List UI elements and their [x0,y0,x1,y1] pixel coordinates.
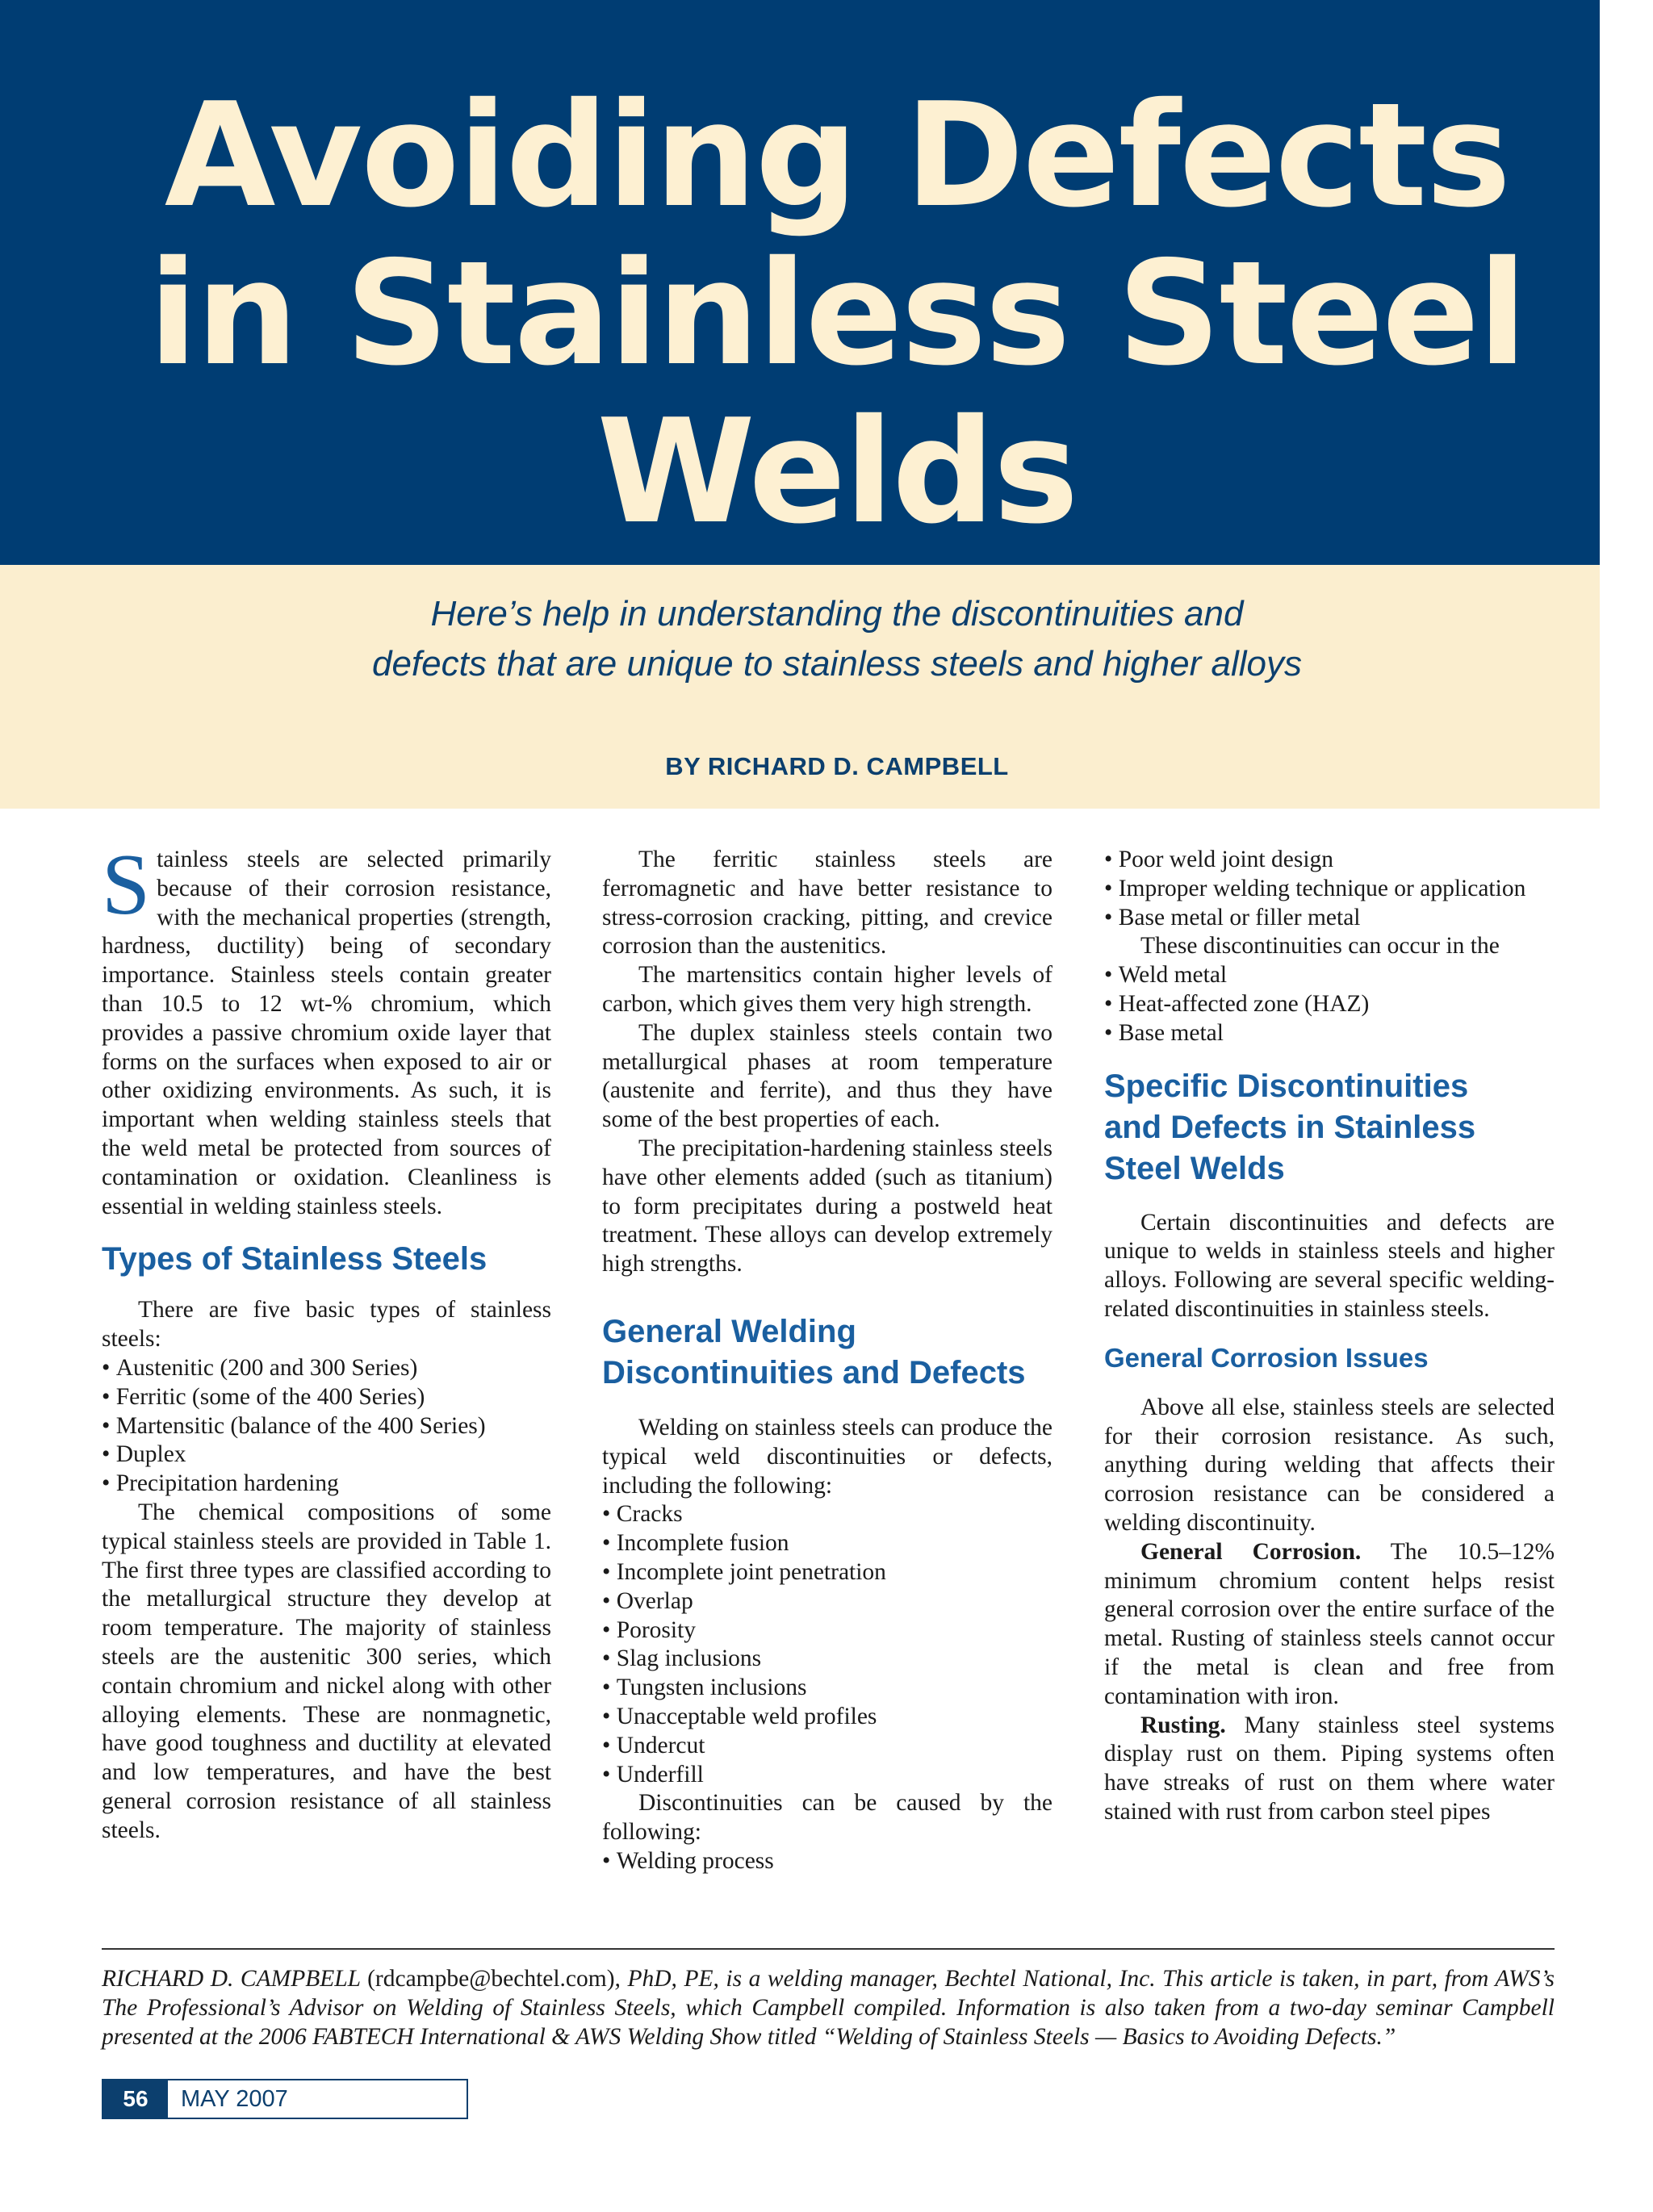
heading-types-of-stainless-steels: Types of Stainless Steels [102,1241,488,1277]
duplex-paragraph: The duplex stainless steels contain two metallurgical phases at room temperature (austenite and ferrite), and thus they have some of the best properties of each. [602,1019,1052,1133]
column-3 [1104,846,1555,1827]
author-bio [102,1965,1555,2051]
list-item: • Duplex [102,1441,551,1470]
list-item: • Tungsten inclusions [602,1674,1052,1703]
defects-list [602,1500,1052,1789]
list-item: • Martensitic (balance of the 400 Series) [102,1412,551,1441]
locations-list [1104,961,1555,1047]
list-item: • Welding process [602,1847,1052,1876]
defects-intro: Welding on stainless steels can produce the typical weld discontinuities or defects, including the following: [602,1414,1052,1499]
list-item: • Slag inclusions [602,1645,1052,1674]
run-in-head: General Corrosion. [1140,1538,1362,1565]
list-item: • Overlap [602,1587,1052,1616]
martensitic-paragraph: The martensitics contain higher levels of carbon, which gives them very high strength. [602,962,1052,1017]
types-intro: There are five basic types of stainless steels: [102,1297,551,1353]
rusting-paragraph [1104,1712,1555,1827]
list-item: • Weld metal [1104,961,1555,990]
list-item: • Precipitation hardening [102,1470,551,1499]
heading-line-1: Specific Discontinuities [1104,1068,1469,1104]
corrosion-paragraph: Above all else, stainless steels are selected for their corrosion resistance. As such, anything during welding that affects their corrosion resistance can be considered a welding discontinuity. [1104,1394,1555,1536]
article-title [0,72,1653,555]
heading-line-1: General Welding [602,1313,856,1349]
title-line-2: in Stainless Steel [148,230,1526,397]
list-item: • Porosity [602,1616,1052,1645]
heading-specific-discontinuities [1104,1066,1555,1190]
column-1 [102,837,551,1846]
issue-date: MAY 2007 [181,2086,288,2112]
intro-text: tainless steels are selected primarily because of their corrosion resistance, with the mechanical properties (strength, hardness, ductility) being of secondary importance. Stainless steels contain greater than 10.5 to 12 wt-% chromium, which provides a passive chromium oxide layer that forms on the surfaces when exposed to air or other oxidizing environments. As such, it is important when welding stainless steels that the weld metal be protected from sources of contamination or oxidation. Cleanliness is essential in welding stainless steels. [102,847,551,1219]
author-bio-text: , PhD, PE, is a welding manager, Bechtel National, Inc. This article is taken, in part, from AWS’s The Professional’s Advisor on Welding of Stainless Steels, which Campbell compiled. Information is also taken from a two-day seminar Campbell presented at the 2006 FABTECH International & AWS Welding Show titled “Welding of Stainless Steels — Basics to Avoiding Defects.” [102,1966,1555,2050]
list-item: • Ferritic (some of the 400 Series) [102,1383,551,1412]
heading-line-2: and Defects in Stainless [1104,1109,1476,1145]
causes-intro: Discontinuities can be caused by the following: [602,1790,1052,1846]
list-item: • Base metal [1104,1019,1555,1048]
list-item: • Cracks [602,1500,1052,1529]
list-item: • Underfill [602,1761,1052,1790]
list-item: • Incomplete joint penetration [602,1558,1052,1587]
general-corrosion-text: The 10.5–12% minimum chromium content helps resist general corrosion over the entire surface of the metal. Rusting of stainless steels cannot occur if the metal is clean and free from contamination with iron. [1104,1538,1555,1709]
list-item: • Austenitic (200 and 300 Series) [102,1354,551,1383]
specific-intro-paragraph: Certain discontinuities and defects are unique to welds in stainless steels and higher alloys. Following are several specific welding-related discontinuities in stainless steels. [1104,1209,1555,1322]
run-in-head: Rusting. [1140,1712,1226,1738]
general-corrosion-paragraph [1104,1538,1555,1712]
ferritic-paragraph: The ferritic stainless steels are ferromagnetic and have better resistance to stress-corrosion cracking, pitting, and crevice corrosion than the austenitics. [602,847,1052,960]
subheading-general-corrosion-issues: General Corrosion Issues [1104,1342,1429,1373]
heading-line-3: Steel Welds [1104,1150,1285,1186]
author-name: RICHARD D. CAMPBELL [102,1966,361,1992]
chemical-compositions-paragraph: The chemical compositions of some typical stainless steels are provided in Table 1. The first three types are classified according to the metallurgical structure they develop at room temperature. The majority of stainless steels are the austenitic 300 series, which contain chromium and nickel along with other alloying elements. These are nonmagnetic, have good toughness and ductility at elevated and low temperatures, and have the best general corrosion resistance of all stainless steels. [102,1499,551,1843]
precipitation-paragraph: The precipitation-hardening stainless steels have other elements added (such as titanium) to form precipitates during a postweld heat treatment. These alloys can develop extremely high strengths. [602,1135,1052,1277]
author-email: (rdcampbe@bechtel.com) [367,1966,615,1992]
subtitle-line-2: defects that are unique to stainless steels and higher alloys [371,644,1303,684]
rusting-text: Many stainless steel systems display rust on them. Piping systems often have streaks of rust on them where water stained with rust from carbon steel pipes [1104,1712,1555,1825]
title-line-1: Avoiding Defects [164,72,1510,239]
page-footer [102,2079,468,2119]
list-item: • Undercut [602,1732,1052,1761]
list-item: • Unacceptable weld profiles [602,1703,1052,1732]
list-item: • Incomplete fusion [602,1529,1052,1558]
list-item: • Base metal or filler metal [1104,904,1555,933]
list-item: • Poor weld joint design [1104,846,1555,875]
bio-divider [102,1948,1555,1950]
causes-list-continued [1104,846,1555,932]
intro-paragraph [102,837,551,1221]
types-list [102,1354,551,1499]
causes-list [602,1847,1052,1876]
heading-general-welding-discontinuities [602,1311,1052,1394]
list-item: • Improper welding technique or application [1104,875,1555,904]
column-2 [602,846,1052,1876]
page-number: 56 [103,2080,168,2118]
byline: BY RICHARD D. CAMPBELL [665,752,1009,780]
article-subtitle [0,589,1653,689]
heading-line-2: Discontinuities and Defects [602,1354,1026,1390]
subtitle-line-1: Here’s help in understanding the discontinuities and [430,594,1244,633]
title-line-3: Welds [596,388,1078,555]
list-item: • Heat-affected zone (HAZ) [1104,990,1555,1019]
drop-cap: S [102,837,151,933]
locations-intro: These discontinuities can occur in the [1140,933,1500,960]
